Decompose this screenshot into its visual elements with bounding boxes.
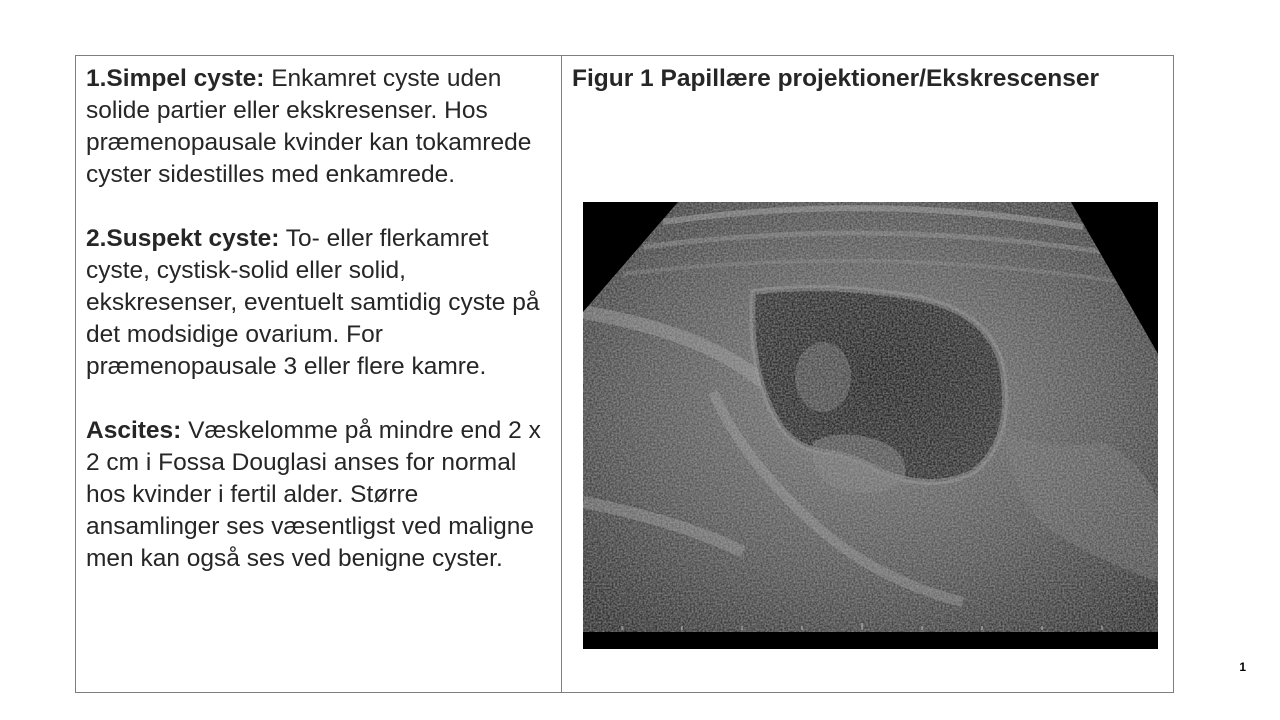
definition-text: Væskelomme på mindre end 2 x 2 cm i Fossa Douglasi anses for normal hos kvinder i fertil alder. Større ansamlinger ses væsentligst ved maligne men kan også ses ved benigne cyster. <box>86 417 541 572</box>
definition-text: To- eller flerkamret cyste, cystisk-solid eller solid, ekskresenser, eventuelt samtidig cyste på det modsidige ovarium. For præmenopausale 3 eller flere kamre. <box>86 225 540 380</box>
definition-simple-cyst <box>86 63 551 191</box>
definition-ascites <box>86 415 551 575</box>
definition-suspect-cyst <box>86 223 551 383</box>
definition-term: 2.Suspekt cyste: <box>86 225 280 252</box>
figure-cell <box>562 56 1173 692</box>
definitions-cell <box>76 56 562 692</box>
ultrasound-scan-graphic <box>583 202 1158 649</box>
definition-text: Enkamret cyste uden solide partier eller ekskresenser. Hos præmenopausale kvinder kan tokamrede cyster sidestilles med enkamrede. <box>86 65 532 188</box>
page-number: 1 <box>1239 660 1246 674</box>
content-table <box>75 55 1174 693</box>
ultrasound-image <box>583 202 1158 649</box>
figure-title: Figur 1 Papillære projektioner/Ekskrescenser <box>572 65 1099 92</box>
definition-term: 1.Simpel cyste: <box>86 65 265 92</box>
definition-term: Ascites: <box>86 417 182 444</box>
